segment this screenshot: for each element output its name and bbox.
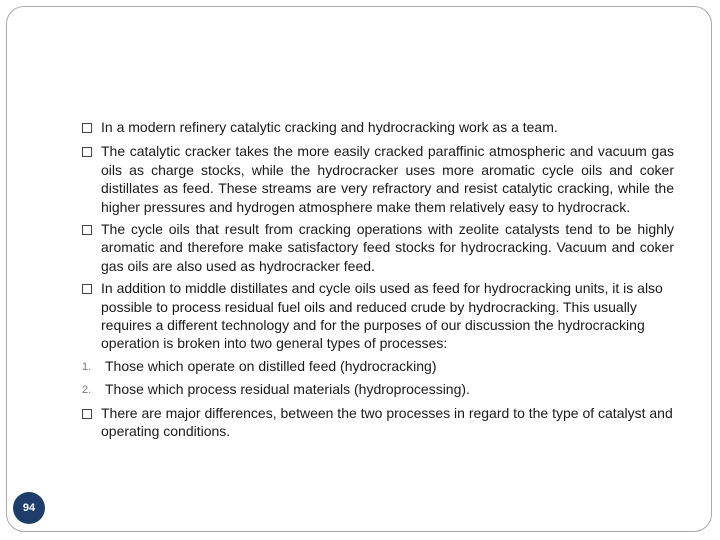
checkbox-bullet-icon bbox=[82, 142, 101, 216]
checkbox-bullet-icon bbox=[82, 404, 101, 441]
list-number: 2. bbox=[82, 384, 92, 397]
numbered-text: Those which operate on distilled feed (hydrocracking) bbox=[105, 357, 437, 374]
numbered-item bbox=[82, 380, 674, 399]
checkbox-bullet-icon bbox=[82, 279, 101, 353]
checkbox-bullet-icon bbox=[82, 220, 101, 275]
slide-content bbox=[82, 118, 674, 445]
bullet-text: There are major differences, between the two processes in regard to the type of catalyst and operating conditions. bbox=[101, 404, 673, 440]
numbered-item bbox=[82, 357, 674, 376]
list-number: 1. bbox=[82, 360, 92, 373]
page-number-badge: 94 bbox=[13, 492, 45, 524]
bullet-text: The cycle oils that result from cracking operations with zeolite catalysts tend to be highly aromatic and therefore make satisfactory feed stocks for hydrocracking. Vacuum and coker gas oils are also used as hydrocracker feed. bbox=[101, 221, 674, 274]
numbered-text: Those which process residual materials (hydroprocessing). bbox=[105, 381, 470, 398]
bullet-item bbox=[82, 404, 674, 441]
bullet-item bbox=[82, 220, 674, 275]
bullet-text: The catalytic cracker takes the more easily cracked paraffinic atmospheric and vacuum gas oils as charge stocks, while the hydrocracker uses more aromatic cycle oils and coker distillates as feed. These streams are very refractory and resist catalytic cracking, while the higher pressures and hydrogen atmosphere make them relatively easy to hydrocrack. bbox=[101, 143, 674, 215]
checkbox-bullet-icon bbox=[82, 118, 101, 138]
bullet-text: In addition to middle distillates and cycle oils used as feed for hydrocracking units, it is also possible to process residual fuel oils and reduced crude by hydrocracking. This usually requires a different technology and for the purposes of our discussion the hydrocracking operation is broken into two general types of processes: bbox=[101, 280, 663, 352]
bullet-item bbox=[82, 279, 674, 353]
bullet-item bbox=[82, 142, 674, 216]
bullet-text: In a modern refinery catalytic cracking and hydrocracking work as a team. bbox=[101, 119, 558, 135]
bullet-item bbox=[82, 118, 674, 138]
